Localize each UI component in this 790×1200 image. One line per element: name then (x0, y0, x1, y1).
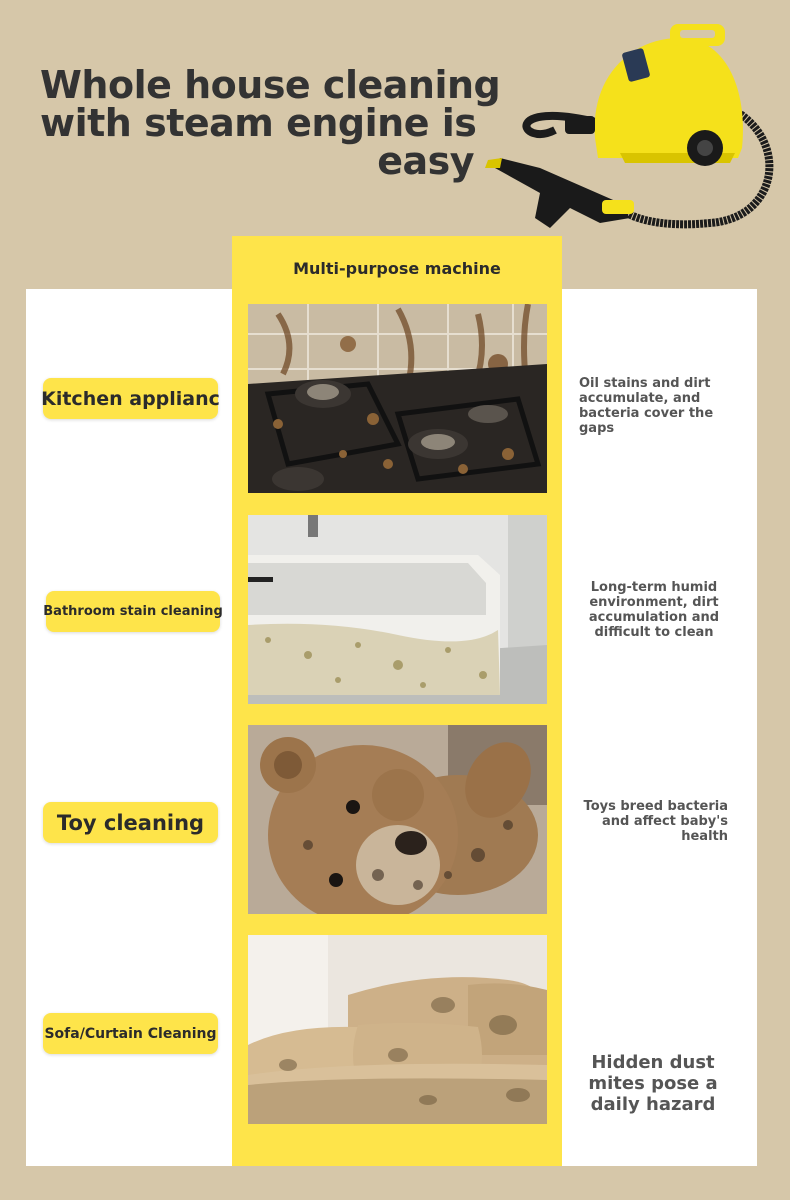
headline-line-3: easy (377, 139, 474, 183)
sofa-description: Hidden dust mites pose a daily hazard (588, 1052, 718, 1115)
stripe-title: Multi-purpose machine (293, 259, 501, 278)
sofa-curtain-cleaning-label: Sofa/Curtain Cleaning (43, 1013, 218, 1054)
teddy-bear-photo (248, 725, 547, 914)
headline (40, 63, 501, 183)
kitchen-description: Oil stains and dirt accumulate, and bacteria cover the gaps (579, 376, 714, 436)
bathroom-sink-photo (248, 515, 547, 704)
sofa-photo (248, 935, 547, 1124)
kitchen-appliance-label: Kitchen applianc (43, 378, 218, 419)
headline-line-2: with steam engine is (40, 101, 477, 145)
toy-cleaning-label: Toy cleaning (43, 802, 218, 843)
steam-cleaner-image (480, 18, 780, 238)
bathroom-stain-cleaning-label: Bathroom stain cleaning (46, 591, 220, 632)
headline-line-1: Whole house cleaning (40, 63, 501, 107)
kitchen-stove-photo (248, 304, 547, 493)
bathroom-description: Long-term humid environment, dirt accumulation and difficult to clean (588, 580, 720, 640)
toy-description: Toys breed bacteria and affect baby's health (583, 799, 728, 844)
